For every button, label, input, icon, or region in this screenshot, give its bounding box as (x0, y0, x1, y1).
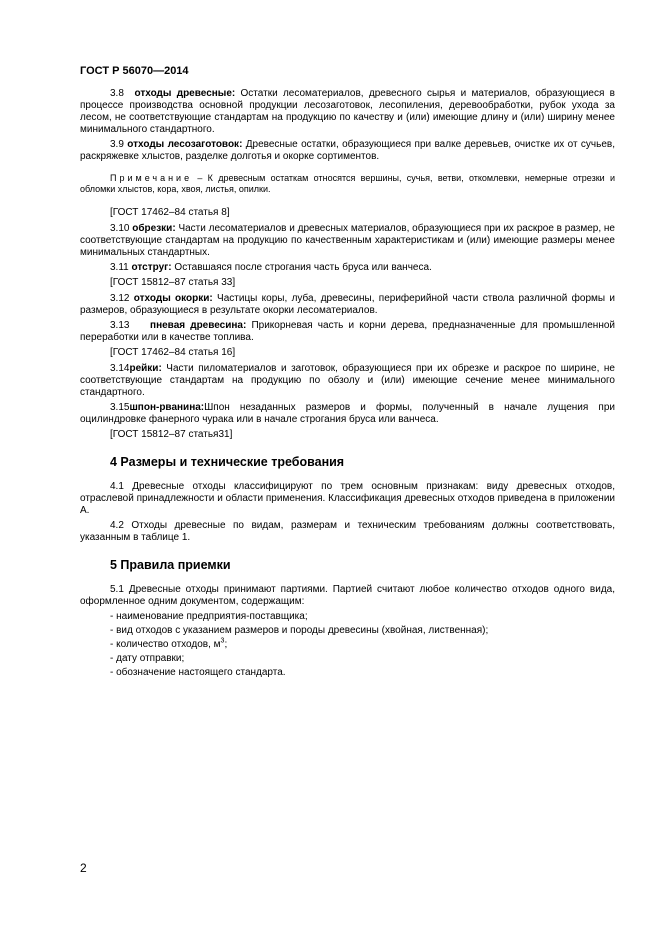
clause-number: 3.9 (110, 139, 124, 150)
term: обрезки: (132, 223, 176, 234)
definition-text: Шпон незаданных размеров и формы, полученный в начале лущения при оцилиндровке фанерного чурака или в начале строгания бруса или ванчеса. (80, 402, 615, 425)
definition-3-12 (80, 293, 615, 317)
term: отструг: (131, 262, 172, 273)
list-item: - вид отходов с указанием размеров и породы древесины (хвойная, лиственная); (110, 625, 489, 636)
superscript: 3 (220, 637, 225, 645)
term: пневая древесина: (150, 320, 247, 331)
paragraph-4-1: 4.1 Древесные отходы классифицируют по трем основным признакам: виду древесных отходов, отраслевой принадлежности и области применения. Классификация древесных отходов приведена в приложении А. (80, 481, 615, 516)
reference: [ГОСТ 15812–87 статья31] (110, 429, 233, 440)
term: отходы лесозаготовок: (127, 139, 243, 150)
clause-number: 3.11 (110, 262, 129, 273)
definition-3-13 (80, 320, 615, 344)
section-heading-4: 4 Размеры и технические требования (110, 455, 345, 469)
clause-number: 3.15 (110, 402, 130, 413)
definition-text: Древесные остатки, образующиеся при валке деревьев, очистке их от сучьев, раскряжевке хлыстов, разделке долготья и окорке сортиментов. (80, 139, 616, 162)
document-header: ГОСТ Р 56070—2014 (80, 65, 189, 77)
reference: [ГОСТ 15812–87 статья 33] (110, 277, 236, 288)
reference: [ГОСТ 17462–84 статья 16] (110, 347, 236, 358)
list-item: - наименование предприятия-поставщика; (110, 611, 308, 622)
definition-3-10 (80, 223, 615, 259)
clause-number: 3.13 (110, 320, 130, 331)
section-heading-5: 5 Правила приемки (110, 558, 231, 572)
clause-number: 3.8 (110, 88, 124, 99)
list-item (110, 639, 615, 651)
definition-text: Части пиломатериалов и заготовок, образующиеся при их обрезке и раскрое по ширине, не соответствующие стандартам на продукцию по обзолу и (или) имеющие сечение менее минимального стандартного. (80, 363, 615, 398)
term: отходы древесные: (134, 88, 236, 99)
definition-text: Остатки лесоматериалов, древесного сырья и материалов, образующиеся в процессе производства основной продукции лесозаготовок, лесопиления, деревообработки, рубок ухода за лесом, не соответствующие стандартам на продукцию по качеству и (или) имеющие длину и (или) ширину менее минимального стандартного. (80, 88, 615, 135)
clause-number: 3.12 (110, 293, 130, 304)
clause-number: 3.14 (110, 363, 130, 374)
document-body (80, 88, 615, 681)
definition-3-8 (80, 88, 615, 136)
definition-text: Прикорневая часть и корни дерева, предназначенные для промышленной переработки или в качестве топлива. (80, 320, 615, 343)
paragraph-4-2: 4.2 Отходы древесные по видам, размерам и техническим требованиям должны соответствовать, указанным в таблице 1. (80, 520, 615, 543)
clause-number: 3.10 (110, 223, 130, 234)
definition-text: Части лесоматериалов и древесных материалов, образующиеся при их раскрое в размер, не соответствующие стандартам на продукцию по качественным характеристикам и (или) имеющие размеры менее минимальных стандартных. (80, 223, 615, 258)
list-item-text: - количество отходов, м (110, 639, 221, 650)
note (80, 173, 615, 195)
note-text: – К древесным остаткам относятся вершины, сучья, ветви, откомлевки, немерные отрезки и обломки хлыстов, кора, хвоя, листья, опилки. (80, 173, 615, 194)
definition-3-14 (80, 363, 615, 399)
list-item: - обозначение настоящего стандарта. (110, 667, 286, 678)
term: отходы окорки: (133, 293, 213, 304)
definition-3-11 (80, 262, 615, 274)
definition-text: Частицы коры, луба, древесины, периферийной части ствола различной формы и размеров, образующиеся в результате окорки лесоматериалов. (80, 293, 615, 316)
definition-3-15 (80, 402, 615, 426)
term: рейки: (129, 363, 162, 374)
term: шпон-рванина: (129, 402, 205, 413)
page-number: 2 (80, 861, 87, 875)
note-label: Примечание (110, 173, 193, 183)
definition-text: Оставшаяся после строгания часть бруса или ванчеса. (171, 262, 432, 273)
definition-3-9 (80, 139, 615, 163)
reference: [ГОСТ 17462–84 статья 8] (110, 207, 230, 218)
list-item-end: ; (224, 639, 228, 650)
list-item: - дату отправки; (110, 653, 185, 664)
paragraph-5-1: 5.1 Древесные отходы принимают партиями. Партией считают любое количество отходов одного вида, оформленное одним документом, содержащим: (80, 584, 615, 607)
